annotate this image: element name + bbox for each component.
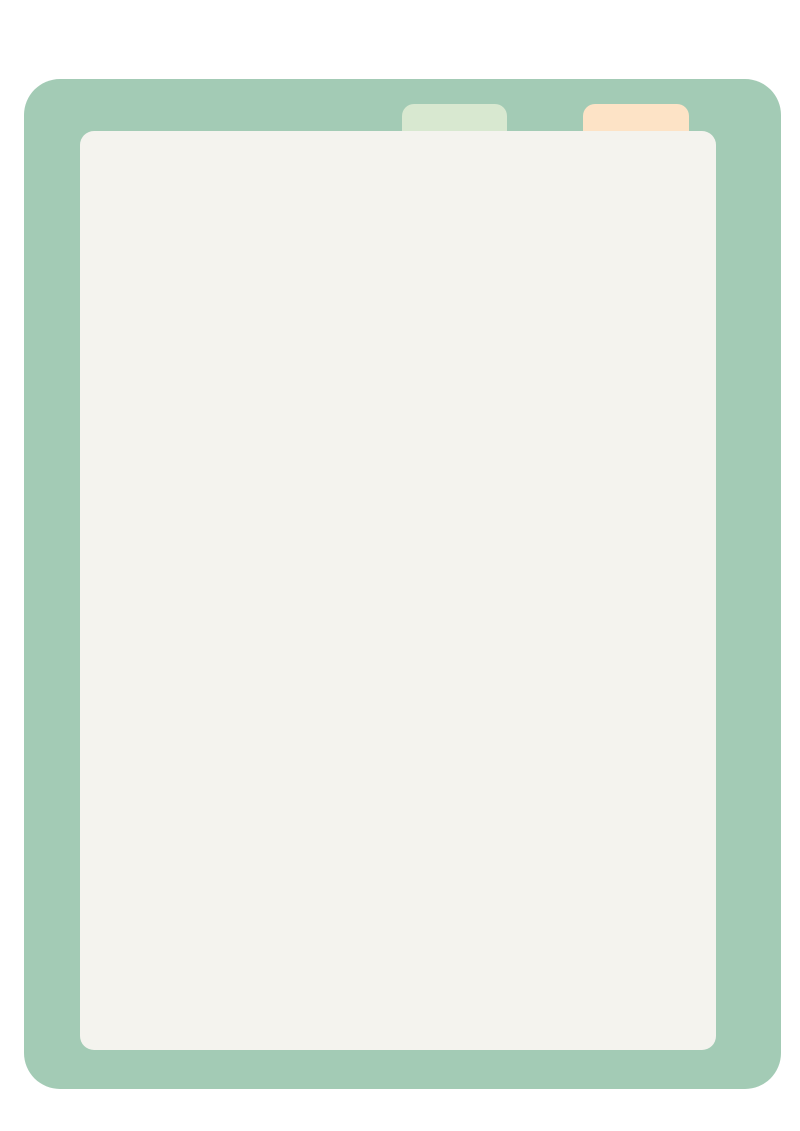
ingredients-table [80, 131, 716, 1050]
